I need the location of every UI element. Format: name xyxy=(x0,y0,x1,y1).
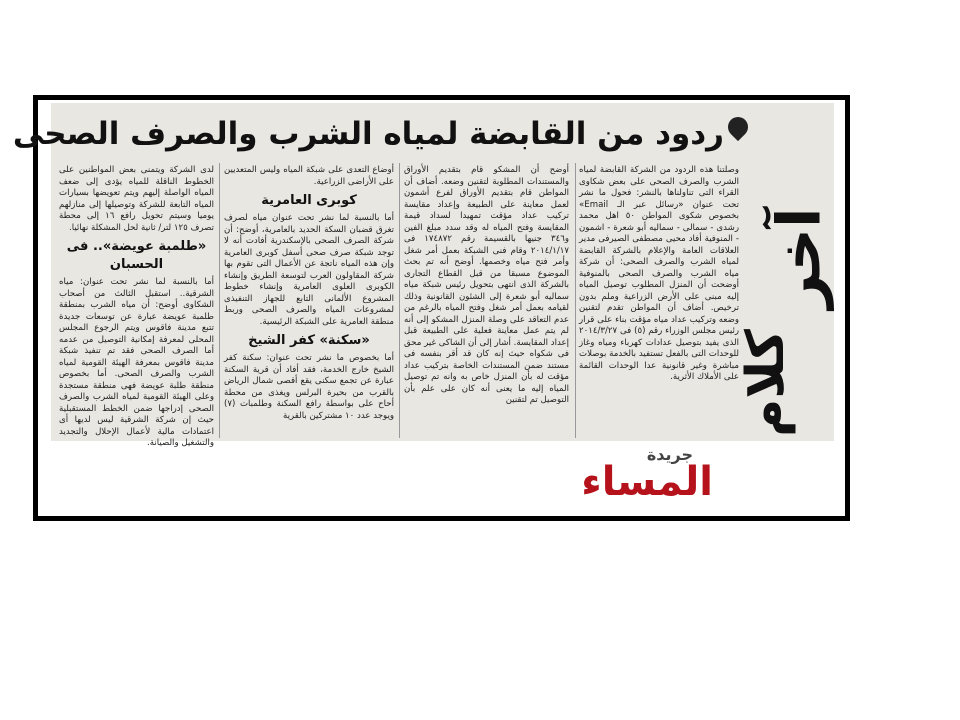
newspaper-clipping xyxy=(12,103,835,448)
article-column-4 xyxy=(59,165,214,448)
location-pin-icon xyxy=(724,113,752,141)
article-column-3 xyxy=(224,165,394,440)
newspaper-logo xyxy=(583,445,713,507)
column-text: أما بالنسبة لما نشر تحت عنوان مياه لصرف تغرق قضبان السكة الحديد بالعامرية، أوضح: أن شركة الصرف الصحى بالإسكندرية أفادت أنه لا توجد شبكة صرف صحى أسفل كوبرى العامرية وإن هذه المياه ناتجة عن الأعمال التى تقوم بها شركة المقاولون العرب لتوسعة الطريق وإنشاء الكوبرى العلوى العامرية وإنشاء خطوط المشروع الألمانى التابع للجهاز التنفيذى لمشروعات المياه والصرف الصحى وربط منطقة العامرية على الشبكة الرئيسية. xyxy=(224,213,394,327)
vertical-title-word-2: كلام xyxy=(736,329,797,437)
subheading: كوبرى العامرية xyxy=(261,193,357,208)
headline: ردود من القابضة لمياه الشرب والصرف الصحى xyxy=(12,116,724,152)
clipping-frame xyxy=(12,95,850,521)
column-text: وصلتنا هذه الردود من الشركة القابضة لمياه الشرب والصرف الصحى على بعض شكاوى القراء التى تناولناها بالنشر: فحول ما نشر تحت عنوان «رسائل عبر الـ Email» بخصوص شكوى المواطن ٥٠ اهل محمد رشدى - سمالى - سماليه أبو شعرة - اشمون - المنوفية أفاد محيى مصطفى الصيرفى مدير العلاقات العامة والإعلام بالشركة القابضة لمياه الشرب والصرف الصحى: أن شركة مياه الشرب والصرف الصحى بالمنوفية أوضحت أن المنزل المطلوب توصيل المياه إليه مبنى على الأرض الزراعية وملم بدون ترخيص. أضاف أن المواطن تقدم لتقنين وضعه وتركيب عداد مياه مؤقت بناء على قرار رئيس مجلس الوزراء رقم (٥) فى ٢٠١٤/٣/٢٧ الذى يفيد بتوصيل عدادات كهرباء ومياه وغاز للوحدات التى بالفعل تستفيد بالخدمة بوصلات مباشرة وغير قانونية عدا الوحدات القائمة على الأملاك الأثرية. xyxy=(579,165,739,382)
clipping-inner xyxy=(12,100,845,516)
logo-subtitle: جريدة xyxy=(646,445,693,464)
column-text: أما بخصوص ما نشر تحت عنوان: سكنة كفر الشيخ خارج الخدمة، فقد أفاد أن قرية السكنة عبارة عن تجمع سكنى يقع أقصى شمال الرياض بالقرب من بحيرة البرلس ويغذى من محطة أحاح على بواسطة رافع السكنة وطلمبات (٧) ويوجد عدد ١٠ مشتركين بالقرية xyxy=(224,353,394,421)
subheading: «طلمبة عويضة».. فى الحسبان xyxy=(66,239,207,272)
column-divider xyxy=(399,163,400,438)
article-column-1 xyxy=(579,165,739,440)
column-divider xyxy=(575,163,576,438)
logo-title: المساء xyxy=(581,459,713,505)
subheading: «سكنة» كفر الشيخ xyxy=(248,333,370,348)
column-text: أوضح أن المشكو قام بتقديم الأوراق والمستندات المطلوبة لتقنين وضعه. أضاف أن المواطن قام بتقديم الأوراق لفرع أشمون لعمل معاينة على الطبيعة وإعداد مقايسة تركيب عداد مؤقت تمهيدا لسداد قيمة المقايسة وفتح المياه له وقد سدد مبلغ الفين و٣٤٦ جنيها بالقسيمة رقم ١٧٤٨٧٢ فى ٢٠١٤/١/١٧ وقام فنى الشبكة بعمل أمر شغل وأمر فتح مياه وخصمها. أوضح أنه تم بحث الموضوع مسبقا من قبل القطاع التجارى بالشركة الذى انتهى بتحويل رئيس شبكة مياه سماليه أبو شعرة إلى الشئون القانونية وذلك لقيامه بعمل أمر شغل وفتح المياه بالرغم من عدم التعاقد على وصلة المنزل المشكو إلى أنه لم يتم عمل معاينة فعلية على الطبيعة قبل إعداد المقايسة. أشار إلى أن الشاكى غير محق فى شكواه حيث إنه كان قد أقر بنفسه فى مستند ضمن المستندات الخاصة بتركيب عداد مؤقت له بأن المنزل خاص به وانه تم توصيل المياه إليه ما يعنى أنه كان على علم بأن التوصيل تم لتقنين xyxy=(404,165,569,405)
column-text: أوضاع التعدى على شبكة المياه وليس المتعديين على الأراضى الزراعية. xyxy=(224,165,394,187)
column-divider xyxy=(219,163,220,438)
article-column-2 xyxy=(404,165,569,440)
column-text: لدى الشركة ويتمنى بعض المواطنين على الخطوط الناقلة للمياه يؤدى إلى ضعف المياه الواصلة إليهم ويتم تعويضها بسيارات المياه التابعة للشركة وتوصيلها إلى منازلهم يوميا وسيتم تحويل رافع ١٦ إلى محطة تصرف ١٢٥ لتر/ ثانية لحل المشكلة نهائيا. xyxy=(59,165,214,233)
vertical-column-title xyxy=(736,143,835,437)
vertical-title-word-1: آخر xyxy=(764,207,835,309)
column-text: أما بالنسبة لما نشر تحت عنوان: مياه الشرقية.. استقبل الثالث من أصحاب الشكاوى أوضح: أن مياه الشرب بمنطقة طلمبة عويضة عبارة عن توسعات جديدة تتبع مدينة فاقوس ويتم الرجوع المجلس المحلى لمعرفة إمكانية التوصيل من عدمه أما الصرف الصحى فقد تم تنفيذ شبكة مدينة فاقوس بمعرفة الهيئة القومية لمياه الشرب والصرف الصحى. أما بخصوص منطقة طلبة عويضة فهى منطقة مستجدة وعلى الهيئة القومية لمياه الشرب والصرف الصحى إدراجها ضمن الخطط المستقبلية حيث إن شركة الشرقية ليس لديها أى اعتمادات مالية لأعمال الإحلال والتجديد والتشغيل والصيانة. xyxy=(59,277,214,448)
